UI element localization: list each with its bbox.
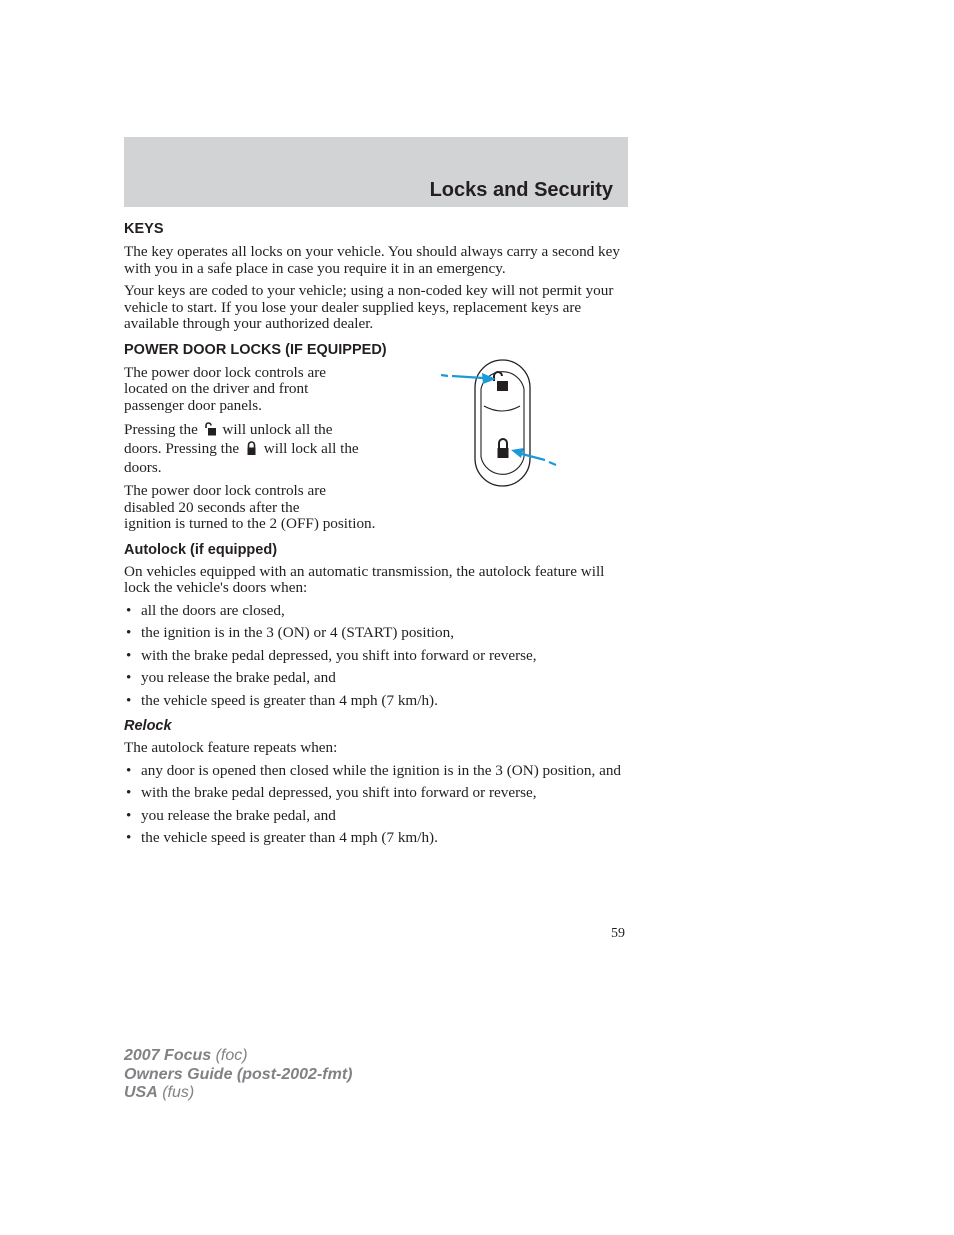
keys-section (124, 220, 628, 333)
list-item: • with the brake pedal depressed, you shift into forward or reverse, (124, 785, 628, 802)
keys-heading: KEYS (124, 221, 164, 237)
unlock-icon (204, 422, 217, 436)
keys-paragraph-1: The key operates all locks on your vehicle. You should always carry a second key with you in a safe place in case you require it in an emergency. (124, 243, 620, 277)
list-item: • all the doors are closed, (124, 603, 628, 620)
lock-icon (245, 441, 258, 455)
disabled-text-line1: The power door lock controls are disabled 20 seconds after the (124, 482, 327, 516)
relock-section (124, 717, 628, 847)
list-item: • the ignition is in the 3 (ON) or 4 (START) position, (124, 625, 628, 642)
document-footer (124, 1047, 352, 1103)
pressing-text-c: will lock all the doors. (124, 440, 359, 476)
section-title: Locks and Security (429, 179, 613, 201)
page-number: 59 (611, 926, 625, 941)
pressing-text-b: will unlock all the doors. Pressing the (124, 421, 333, 457)
power-door-locks-heading: POWER DOOR LOCKS (IF EQUIPPED) (124, 341, 387, 358)
autolock-heading: Autolock (if equipped) (124, 541, 278, 558)
power-door-locks-section (124, 341, 628, 533)
section-header-band (124, 137, 628, 207)
autolock-list (124, 603, 628, 710)
footer-line-2: Owners Guide (post-2002-fmt) (124, 1065, 353, 1083)
power-door-locks-paragraph-3 (124, 483, 424, 533)
footer-line-3: USA (fus) (124, 1084, 195, 1101)
autolock-intro: On vehicles equipped with an automatic transmission, the autolock feature will lock the vehicle's doors when: (124, 562, 605, 596)
footer-line-1: 2007 Focus (foc) (124, 1047, 248, 1064)
pressing-text-a: Pressing the (124, 421, 198, 438)
disabled-text-line2: ignition is turned to the 2 (OFF) position. (124, 515, 376, 532)
relock-heading: Relock (124, 718, 172, 734)
relock-list (124, 763, 628, 847)
list-item: • with the brake pedal depressed, you shift into forward or reverse, (124, 648, 628, 665)
list-item: • the vehicle speed is greater than 4 mph (7 km/h). (124, 693, 628, 710)
power-door-locks-paragraph-1: The power door lock controls are located on the driver and front passenger door panels. (124, 363, 327, 414)
list-item: • any door is opened then closed while the ignition is in the 3 (ON) position, and (124, 763, 628, 780)
list-item: • the vehicle speed is greater than 4 mph (7 km/h). (124, 830, 628, 847)
keys-paragraph-2: Your keys are coded to your vehicle; using a non-coded key will not permit your vehicle to start. If you lose your dealer supplied keys, replacement keys are available through your authorized dealer. (124, 282, 614, 332)
door-lock-switch-figure (436, 354, 566, 489)
list-item: • you release the brake pedal, and (124, 808, 628, 825)
page-content (124, 220, 628, 855)
relock-intro: The autolock feature repeats when: (124, 739, 338, 756)
list-item: • you release the brake pedal, and (124, 670, 628, 687)
autolock-section (124, 541, 628, 710)
power-door-locks-paragraph-2 (124, 420, 366, 477)
power-door-locks-text (124, 365, 424, 533)
